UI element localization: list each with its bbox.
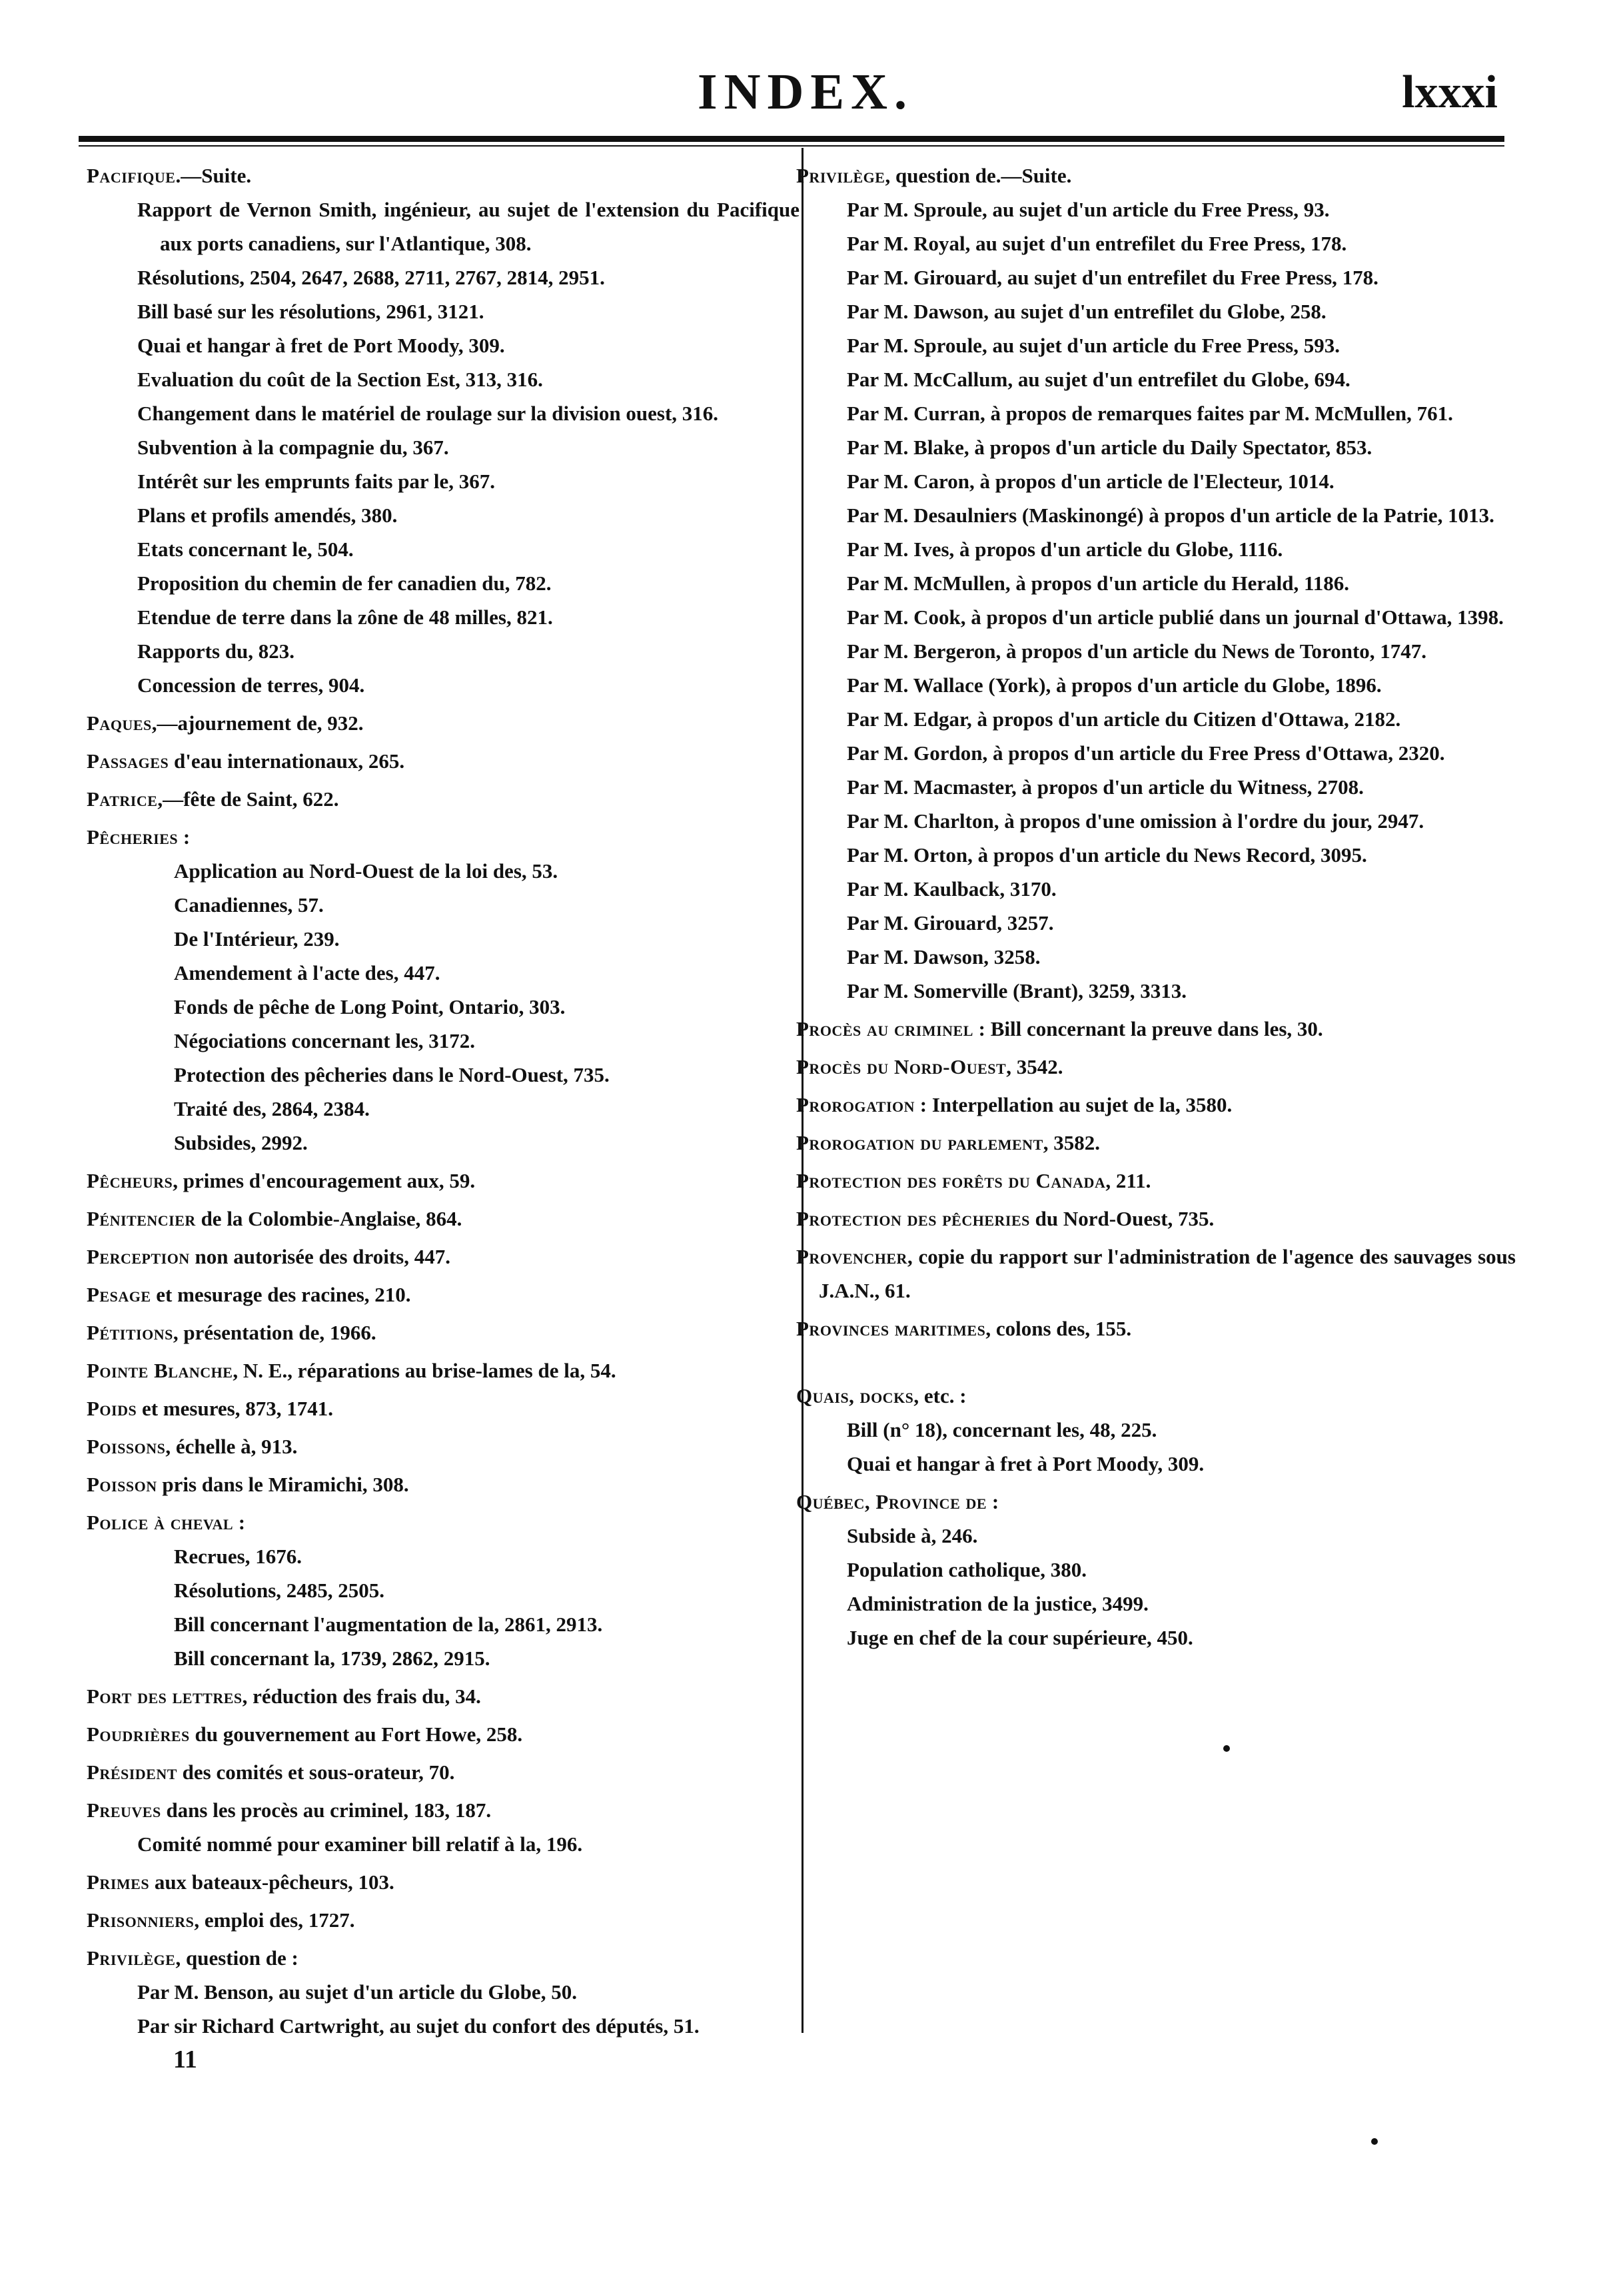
index-sub-entry — [87, 294, 800, 328]
entry-text: Par sir Richard Cartwright, au sujet du confort des députés, 51. — [137, 2014, 700, 2038]
entry-text: Subsides, 2992. — [174, 1131, 308, 1154]
entry-text: , 3542. — [1006, 1055, 1063, 1078]
entry-head-term: Provencher — [796, 1245, 907, 1268]
entry-text: , N. E., réparations au brise-lames de la, 54. — [233, 1359, 616, 1382]
entry-text: Intérêt sur les emprunts faits par le, 367. — [137, 470, 496, 493]
index-heading-entry — [796, 1379, 1516, 1413]
entry-head-term: Pêcheries — [87, 825, 179, 849]
index-heading-entry — [87, 1202, 800, 1236]
entry-text: d'eau internationaux, 265. — [169, 749, 405, 773]
index-sub-entry — [87, 2009, 800, 2043]
index-heading-entry — [87, 1240, 800, 1274]
index-sub-entry — [87, 1827, 800, 1861]
entry-head-term: Procès du Nord-Ouest — [796, 1055, 1007, 1078]
index-sub-entry — [87, 1092, 800, 1126]
index-heading-entry — [796, 1126, 1516, 1160]
entry-text: , présentation de, 1966. — [173, 1321, 376, 1344]
entry-text: Plans et profils amendés, 380. — [137, 504, 398, 527]
entry-head-term: Patrice — [87, 787, 158, 811]
entry-head-term: Pesage — [87, 1283, 151, 1306]
index-sub-entry — [87, 1024, 800, 1058]
index-sub-entry — [87, 192, 800, 260]
entry-text: Par M. Desaulniers (Maskinongé) à propos d'un article de la Patrie, 1013. — [847, 504, 1494, 527]
entry-head-term: Perception — [87, 1245, 190, 1268]
entry-text: Comité nommé pour examiner bill relatif à la, 196. — [137, 1832, 583, 1856]
entry-text: Par M. Dawson, au sujet d'un entrefilet du Globe, 258. — [847, 300, 1327, 323]
index-heading-entry — [87, 782, 800, 816]
entry-text: et mesurage des racines, 210. — [151, 1283, 411, 1306]
index-heading-entry — [87, 1429, 800, 1463]
index-sub-entry — [87, 362, 800, 396]
index-sub-entry — [87, 1539, 800, 1573]
entry-head-term: Procès au criminel — [796, 1017, 973, 1040]
entry-head-term: Primes — [87, 1870, 150, 1894]
index-heading-entry — [796, 1012, 1516, 1046]
index-heading-entry — [796, 159, 1516, 192]
entry-head-term: Poudrières — [87, 1722, 190, 1746]
index-sub-entry — [796, 396, 1516, 430]
index-sub-entry — [796, 770, 1516, 804]
index-sub-entry — [87, 430, 800, 464]
index-sub-entry — [87, 498, 800, 532]
entry-text: , colons des, 155. — [985, 1317, 1132, 1340]
index-sub-entry — [796, 668, 1516, 702]
index-sub-entry — [796, 804, 1516, 838]
index-sub-entry — [796, 1587, 1516, 1621]
entry-text: Bill (n° 18), concernant les, 48, 225. — [847, 1418, 1157, 1441]
entry-text: Par M. Benson, au sujet d'un article du Globe, 50. — [137, 1980, 577, 2004]
entry-head-term: Protection des pêcheries — [796, 1207, 1030, 1230]
entry-head-term: Provinces maritimes — [796, 1317, 986, 1340]
index-sub-entry — [87, 668, 800, 702]
entry-head-term: Pétitions — [87, 1321, 173, 1344]
entry-text: Protection des pêcheries dans le Nord-Ouest, 735. — [174, 1063, 610, 1086]
entry-text: et mesures, 873, 1741. — [137, 1397, 333, 1420]
index-heading-entry — [796, 1240, 1516, 1308]
entry-head-term: Privilège — [796, 164, 885, 187]
index-sub-entry — [796, 838, 1516, 872]
entry-text: , emploi des, 1727. — [194, 1908, 355, 1932]
index-sub-entry — [796, 736, 1516, 770]
entry-text: Par M. Blake, à propos d'un article du Daily Spectator, 853. — [847, 436, 1372, 459]
entry-head-term: Paques — [87, 711, 152, 735]
index-sub-entry — [796, 634, 1516, 668]
index-heading-entry — [796, 1088, 1516, 1122]
entry-head-term: Pointe Blanche — [87, 1359, 233, 1382]
entry-text: Amendement à l'acte des, 447. — [174, 961, 440, 984]
entry-text: Par M. Edgar, à propos d'un article du Citizen d'Ottawa, 2182. — [847, 707, 1401, 731]
entry-text: , échelle à, 913. — [165, 1435, 298, 1458]
entry-text: Par M. Macmaster, à propos d'un article du Witness, 2708. — [847, 775, 1364, 799]
entry-head-term: Québec, Province de — [796, 1490, 987, 1513]
entry-text: Bill concernant l'augmentation de la, 2861, 2913. — [174, 1613, 603, 1636]
index-heading-entry — [87, 1391, 800, 1425]
entry-head-term: Pêcheurs — [87, 1169, 173, 1192]
entry-text: , copie du rapport sur l'administration de l'agence des sauvages sous J.A.N., 61. — [819, 1245, 1516, 1302]
entry-text: de la Colombie-Anglaise, 864. — [195, 1207, 462, 1230]
index-heading-entry — [796, 1312, 1516, 1345]
index-sub-entry — [796, 1413, 1516, 1447]
index-sub-entry — [87, 1607, 800, 1641]
entry-head-term: Preuves — [87, 1798, 161, 1822]
index-sub-entry — [87, 888, 800, 922]
entry-head-term: Président — [87, 1760, 177, 1784]
index-sub-entry — [87, 566, 800, 600]
index-sub-entry — [796, 328, 1516, 362]
entry-text: Par M. Kaulback, 3170. — [847, 877, 1057, 901]
index-heading-entry — [87, 1679, 800, 1713]
index-sub-entry — [796, 1447, 1516, 1481]
index-heading-entry — [87, 1164, 800, 1198]
entry-text: : — [233, 1511, 246, 1534]
entry-text: : — [178, 825, 191, 849]
entry-text: Par M. Wallace (York), à propos d'un article du Globe, 1896. — [847, 673, 1382, 697]
index-sub-entry — [796, 294, 1516, 328]
entry-text: , 3582. — [1043, 1131, 1100, 1154]
index-sub-entry — [796, 600, 1516, 634]
index-heading-entry — [796, 1485, 1516, 1519]
entry-text: Par M. Curran, à propos de remarques faites par M. McMullen, 761. — [847, 402, 1453, 425]
entry-text: Par M. Somerville (Brant), 3259, 3313. — [847, 979, 1187, 1002]
entry-text: des comités et sous-orateur, 70. — [177, 1760, 455, 1784]
index-sub-entry — [796, 702, 1516, 736]
index-sub-entry — [87, 922, 800, 956]
index-sub-entry — [796, 226, 1516, 260]
index-sub-entry — [796, 532, 1516, 566]
entry-text: Par M. Sproule, au sujet d'un article du Free Press, 593. — [847, 334, 1340, 357]
entry-text: Proposition du chemin de fer canadien du, 782. — [137, 572, 552, 595]
entry-text: ,—ajournement de, 932. — [151, 711, 364, 735]
entry-head-term: Protection des forêts du Canada — [796, 1169, 1106, 1192]
index-heading-entry — [796, 1164, 1516, 1198]
index-heading-entry — [87, 1793, 800, 1827]
entry-head-term: Poisson — [87, 1473, 157, 1496]
header-rule-thin — [79, 145, 1504, 147]
entry-text: , etc. : — [913, 1384, 967, 1407]
entry-text: , question de.—Suite. — [885, 164, 1072, 187]
entry-text: : Bill concernant la preuve dans les, 30. — [973, 1017, 1323, 1040]
entry-text: Bill concernant la, 1739, 2862, 2915. — [174, 1647, 490, 1670]
page-title: INDEX. — [698, 64, 913, 120]
index-sub-entry — [796, 1621, 1516, 1655]
entry-head-term: Pénitencier — [87, 1207, 196, 1230]
entry-text: Par M. Ives, à propos d'un article du Globe, 1116. — [847, 538, 1283, 561]
index-sub-entry — [87, 260, 800, 294]
index-heading-entry — [87, 1353, 800, 1387]
index-sub-entry — [796, 498, 1516, 532]
index-sub-entry — [87, 956, 800, 990]
index-sub-entry — [796, 1553, 1516, 1587]
index-heading-entry — [87, 1505, 800, 1539]
right-index-column — [796, 155, 1516, 1655]
entry-text: Canadiennes, 57. — [174, 893, 324, 917]
index-heading-entry — [87, 1941, 800, 1975]
entry-head-term: Passages — [87, 749, 169, 773]
index-sub-entry — [796, 1519, 1516, 1553]
entry-text: dans les procès au criminel, 183, 187. — [161, 1798, 492, 1822]
index-sub-entry — [796, 260, 1516, 294]
entry-text: ,—fête de Saint, 622. — [157, 787, 339, 811]
entry-text: , primes d'encouragement aux, 59. — [173, 1169, 476, 1192]
entry-text: Administration de la justice, 3499. — [847, 1592, 1149, 1615]
index-heading-entry — [87, 1755, 800, 1789]
entry-text: : Interpellation au sujet de la, 3580. — [915, 1093, 1233, 1116]
entry-text: Population catholique, 380. — [847, 1558, 1087, 1581]
entry-text: Résolutions, 2485, 2505. — [174, 1579, 385, 1602]
index-sub-entry — [87, 990, 800, 1024]
entry-text: Par M. Gordon, à propos d'un article du Free Press d'Ottawa, 2320. — [847, 741, 1445, 765]
stray-dot-mark — [1371, 2138, 1378, 2145]
entry-text: Par M. Charlton, à propos d'une omission à l'ordre du jour, 2947. — [847, 809, 1424, 833]
entry-text: Quai et hangar à fret à Port Moody, 309. — [847, 1452, 1205, 1475]
index-sub-entry — [796, 566, 1516, 600]
entry-text: De l'Intérieur, 239. — [174, 927, 340, 951]
index-heading-entry — [87, 1467, 800, 1501]
entry-head-term: Privilège — [87, 1946, 176, 1970]
entry-text: Subside à, 246. — [847, 1524, 978, 1547]
entry-text: , question de : — [175, 1946, 298, 1970]
entry-text: non autorisée des droits, 447. — [189, 1245, 450, 1268]
entry-text: Fonds de pêche de Long Point, Ontario, 303. — [174, 995, 566, 1018]
entry-text: aux bateaux-pêcheurs, 103. — [149, 1870, 394, 1894]
entry-text: Traité des, 2864, 2384. — [174, 1097, 370, 1120]
entry-text: Par M. Sproule, au sujet d'un article du Free Press, 93. — [847, 198, 1330, 221]
index-heading-entry — [87, 1717, 800, 1751]
entry-head-term: Poissons — [87, 1435, 166, 1458]
entry-text: Rapport de Vernon Smith, ingénieur, au sujet de l'extension du Pacifique aux ports canadiens, sur l'Atlantique, 308. — [137, 198, 800, 255]
entry-text: .—Suite. — [175, 164, 252, 187]
index-sub-entry — [796, 192, 1516, 226]
entry-text: Par M. Bergeron, à propos d'un article du News de Toronto, 1747. — [847, 639, 1427, 663]
page-number: lxxxi — [1402, 67, 1498, 118]
entry-text: Subvention à la compagnie du, 367. — [137, 436, 449, 459]
entry-head-term: Port des lettres — [87, 1685, 243, 1708]
entry-text: du Nord-Ouest, 735. — [1029, 1207, 1215, 1230]
index-sub-entry — [87, 1126, 800, 1160]
index-sub-entry — [87, 1975, 800, 2009]
index-heading-entry — [87, 1278, 800, 1312]
left-index-column — [87, 155, 800, 2076]
index-sub-entry — [87, 1058, 800, 1092]
entry-head-term: Pacifique — [87, 164, 176, 187]
entry-head-term: Prorogation du parlement — [796, 1131, 1043, 1154]
entry-text: Par M. Cook, à propos d'un article publié dans un journal d'Ottawa, 1398. — [847, 605, 1504, 629]
entry-text: Bill basé sur les résolutions, 2961, 3121. — [137, 300, 484, 323]
entry-text: Juge en chef de la cour supérieure, 450. — [847, 1626, 1193, 1649]
index-sub-entry — [87, 464, 800, 498]
entry-text: Par M. Caron, à propos d'un article de l'Electeur, 1014. — [847, 470, 1335, 493]
entry-text: Changement dans le matériel de roulage sur la division ouest, 316. — [137, 402, 719, 425]
index-heading-entry — [796, 1202, 1516, 1236]
entry-text: Concession de terres, 904. — [137, 673, 365, 697]
entry-text: Par M. McCallum, au sujet d'un entrefilet du Globe, 694. — [847, 368, 1350, 391]
entry-text: Application au Nord-Ouest de la loi des, 53. — [174, 859, 558, 883]
index-sub-entry — [796, 906, 1516, 940]
entry-text: Résolutions, 2504, 2647, 2688, 2711, 2767, 2814, 2951. — [137, 266, 605, 289]
entry-text: , réduction des frais du, 34. — [242, 1685, 481, 1708]
index-sub-entry — [796, 464, 1516, 498]
index-sub-entry — [87, 396, 800, 430]
entry-text: Par M. Girouard, 3257. — [847, 911, 1054, 935]
entry-head-term: Quais, docks — [796, 1384, 914, 1407]
entry-text: Etats concernant le, 504. — [137, 538, 354, 561]
entry-text: pris dans le Miramichi, 308. — [157, 1473, 409, 1496]
index-sub-entry — [796, 430, 1516, 464]
index-sub-entry — [796, 940, 1516, 974]
index-sub-entry — [87, 854, 800, 888]
entry-head-term: Prisonniers — [87, 1908, 195, 1932]
index-sub-entry — [87, 1641, 800, 1675]
entry-text: Par M. Girouard, au sujet d'un entrefilet du Free Press, 178. — [847, 266, 1378, 289]
index-heading-entry — [87, 1903, 800, 1937]
header-rule-thick — [79, 136, 1504, 142]
entry-head-term: Poids — [87, 1397, 137, 1420]
index-sub-entry — [87, 532, 800, 566]
entry-text: : — [987, 1490, 999, 1513]
entry-text: Quai et hangar à fret de Port Moody, 309. — [137, 334, 505, 357]
index-heading-entry — [796, 1050, 1516, 1084]
entry-text: Par M. Dawson, 3258. — [847, 945, 1041, 968]
entry-text: Par M. McMullen, à propos d'un article du Herald, 1186. — [847, 572, 1350, 595]
entry-text: Rapports du, 823. — [137, 639, 294, 663]
index-heading-entry — [87, 820, 800, 854]
index-heading-entry — [87, 744, 800, 778]
index-heading-entry — [87, 706, 800, 740]
index-sub-entry — [796, 872, 1516, 906]
entry-text: Etendue de terre dans la zône de 48 milles, 821. — [137, 605, 553, 629]
entry-text: Par M. Orton, à propos d'un article du News Record, 3095. — [847, 843, 1367, 867]
entry-head-term: Police à cheval — [87, 1511, 234, 1534]
index-sub-entry — [87, 600, 800, 634]
signature-mark: 11 — [173, 2046, 197, 2074]
index-sub-entry — [796, 362, 1516, 396]
entry-text: Evaluation du coût de la Section Est, 313, 316. — [137, 368, 543, 391]
stray-dot-mark — [1223, 1745, 1230, 1752]
index-sub-entry — [87, 1573, 800, 1607]
index-heading-entry — [87, 1865, 800, 1899]
entry-text: Négociations concernant les, 3172. — [174, 1029, 476, 1052]
entry-text: Par M. Royal, au sujet d'un entrefilet du Free Press, 178. — [847, 232, 1347, 255]
page-header — [0, 0, 1611, 133]
index-sub-entry — [87, 328, 800, 362]
index-sub-entry — [87, 634, 800, 668]
index-sub-entry — [796, 974, 1516, 1008]
entry-head-term: Prorogation — [796, 1093, 915, 1116]
entry-text: du gouvernement au Fort Howe, 258. — [189, 1722, 523, 1746]
entry-text: Recrues, 1676. — [174, 1545, 302, 1568]
index-heading-entry — [87, 1316, 800, 1349]
index-heading-entry — [87, 159, 800, 192]
entry-text: , 211. — [1105, 1169, 1151, 1192]
